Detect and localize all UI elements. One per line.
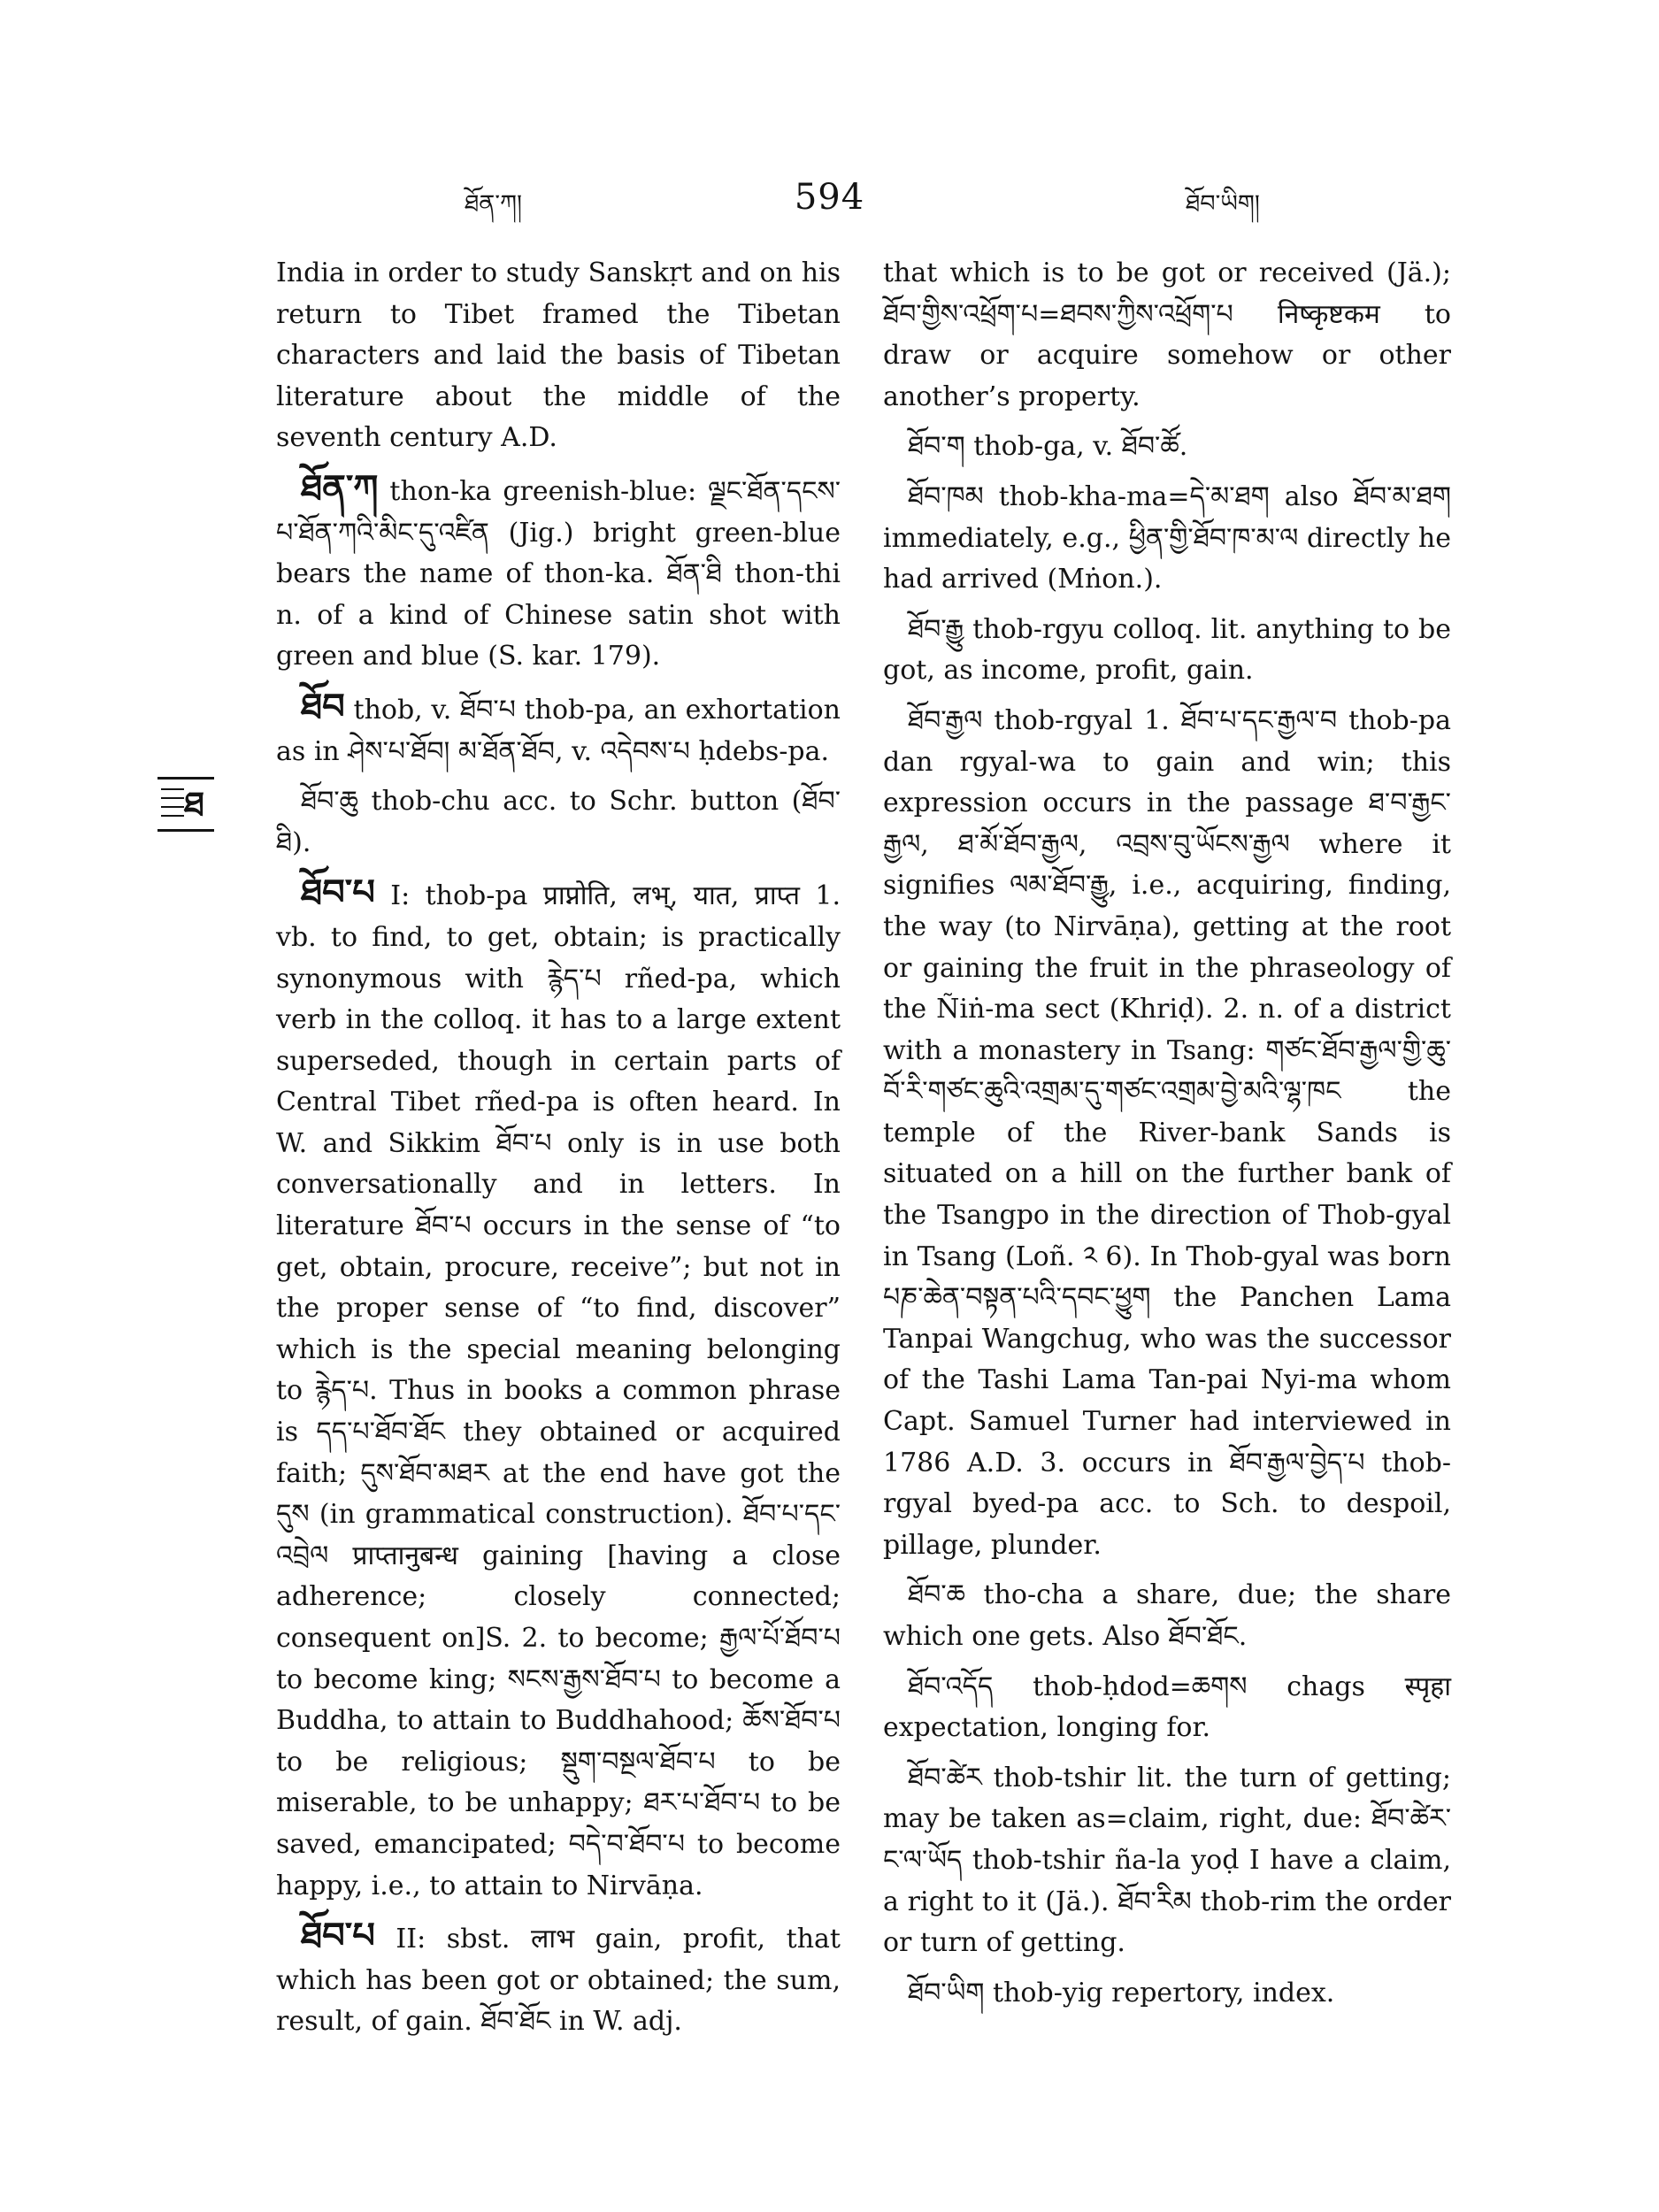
dictionary-entry: [276, 468, 841, 678]
entry-headword: ཐོབ་པ: [301, 1916, 375, 1957]
entry-text: thon-ka greenish-blue: ལྗང་ཐོན་དངས་པ་ཐོན་ཀའི་མིང་དུ་འཛིན (Jig.) bright green-blue bears the name of thon-ka. ཐོན་ཐི thon-thi n. of a kind of Chinese satin shot with green and blue (S. kar. 179).: [276, 475, 841, 672]
dictionary-entry: ཐོབ་ཚེར thob-tshir lit. the turn of getting; may be taken as=claim, right, due: ཐོབ་ཚེར་ང་ལ་ཡོད thob-tshir ña-la yoḍ I have a claim, a right to it (Jä.). ཐོབ་རིམ thob-rim the order or turn of getting.: [883, 1762, 1451, 1959]
left-column: [276, 253, 841, 2052]
marker-line: [161, 797, 184, 799]
dictionary-entry: ཐོབ་རྒྱུ thob-rgyu colloq. lit. anything to be got, as income, profit, gain.: [883, 613, 1451, 687]
header-left-guide-word: ཐོན་ཀ།: [465, 190, 522, 218]
dictionary-entry: [276, 781, 841, 864]
entry-headword: ཐོབ: [301, 686, 345, 727]
entry-headword: ཐོབ་པ: [301, 872, 375, 914]
entry-text: thob, v. ཐོབ་པ thob-pa, an exhortation as in ཤེས་པ་ཐོབ། མ་ཐོན་ཐོབ, v. འདེབས་པ ḥdebs-pa.: [276, 694, 841, 767]
marker-line: [161, 806, 184, 808]
continuation-text: India in order to study Sanskṛt and on his return to Tibet framed the Tibetan characters and laid the basis of Tibetan literature about the middle of the seventh century A.D.: [276, 257, 841, 454]
dictionary-entry: ཐོབ་ཆ tho-cha a share, due; the share which one gets. Also ཐོབ་ཐོང.: [883, 1579, 1451, 1652]
dictionary-entry: [276, 872, 841, 1907]
marker-line: [161, 788, 184, 790]
dictionary-entry: ཐོབ་འདོད thob-ḥdod=ཆགས chags स्पृहा expectation, longing for.: [883, 1671, 1451, 1744]
entry-headword: ཐོན་ཀ: [301, 467, 379, 509]
marker-letter: ཐ: [184, 785, 204, 824]
page-number: 594: [794, 177, 865, 218]
margin-section-marker: [157, 777, 214, 832]
dictionary-entry: ཐོབ་ཡིག thob-yig repertory, index.: [908, 1977, 1335, 2008]
dictionary-entry: ཐོབ་རྒྱལ thob-rgyal 1. ཐོབ་པ་དང་རྒྱལ་བ thob-pa dan rgyal-wa to gain and win; this expression occurs in the passage ཐ་བ་རྒྱང་རྒྱལ, ཐ་མོ་ཐོབ་རྒྱལ, འབྲས་བུ་ཡོངས་རྒྱལ where it signifies ལམ་ཐོབ་རྒྱུ, i.e., acquiring, finding, the way (to Nirvāṇa), getting at the root or gaining the fruit in the phraseology of the Ñiṅ-ma sect (Khriḍ). 2. n. of a district with a monastery in Tsang: གཙང་ཐོབ་རྒྱལ་གྱི་ཆུ་བོ་རི་གཙང་ཆུའི་འགྲམ་དུ་གཙང་འགྲམ་བྱེ་མའི་ལྷ་ཁང the temple of the River-bank Sands is situated on a hill on the further bank of the Tsangpo in the direction of Thob-gyal in Tsang (Loñ. ༢ 6). In Thob-gyal was born པཎ་ཆེན་བསྟན་པའི་དབང་ཕྱུག the Panchen Lama Tanpai Wangchug, who was the successor of the Tashi Lama Tan-pai Nyi-ma whom Capt. Samuel Turner had interviewed in 1786 A.D. 3. occurs in ཐོབ་རྒྱལ་བྱེད་པ thob-rgyal byed-pa acc. to Sch. to despoil, pillage, plunder.: [883, 704, 1451, 1561]
header-right-guide-word: ཐོབ་ཡིག།: [1186, 190, 1260, 218]
continuation-text: that which is to be got or received (Jä.); ཐོབ་གྱིས་འཕྲོག་པ=ཐབས་ཀྱིས་འཕྲོག་པ निष्कृष्टकम to draw or acquire somehow or other another’s property.: [883, 257, 1451, 412]
entry-text: ཐོབ་ཆུ thob-chu acc. to Schr. button (ཐོབ་ཐི).: [276, 786, 841, 858]
dictionary-entry: [276, 1916, 841, 2043]
right-column: [883, 253, 1451, 2023]
dictionary-entry: ཐོབ་ག thob-ga, v. ཐོབ་ཚོ.: [908, 431, 1188, 463]
dictionary-entry: ཐོབ་ཁམ thob-kha-ma=དེ་མ་ཐག also ཐོབ་མ་ཐག immediately, e.g., ཕྱིན་གྱི་ཐོབ་ཁ་མ་ལ directly he had arrived (Mṅon.).: [883, 480, 1451, 595]
entry-text: II: sbst. लाभ gain, profit, that which has been got or obtained; the sum, result, of gain. ཐོབ་ཐོང in W. adj.: [276, 1924, 841, 2038]
entry-text: I: thob-pa प्राप्नोति, लभ्, यात, प्राप्त 1. vb. to find, to get, obtain; is practically synonymous with རྙེད་པ rñed-pa, which verb in the colloq. it has to a large extent superseded, though in certain parts of Central Tibet rñed-pa is often heard. In W. and Sikkim ཐོབ་པ only is in use both conversationally and in letters. In literature ཐོབ་པ occurs in the sense of “to get, obtain, procure, receive”; but not in the proper sense of “to find, discover” which is the special meaning belonging to རྙེད་པ. Thus in books a common phrase is དད་པ་ཐོབ་ཐོང they obtained or acquired faith; དུས་ཐོབ་མཐར at the end have got the དུས (in grammatical construction). ཐོབ་པ་དང་འབྲེལ प्राप्तानुबन्ध gaining [having a close adherence; closely connected; consequent on]S. 2. to become; རྒྱལ་པོ་ཐོབ་པ to become king; སངས་རྒྱས་ཐོབ་པ to become a Buddha, to attain to Buddhahood; ཆོས་ཐོབ་པ to be religious; སྡུག་བསྔལ་ཐོབ་པ to be miserable, to be unhappy; ཐར་པ་ཐོབ་པ to be saved, emancipated; བདེ་བ་ཐོབ་པ to become happy, i.e., to attain to Nirvāṇa.: [276, 880, 841, 1901]
marker-line: [161, 815, 184, 817]
dictionary-entry: [276, 687, 841, 772]
